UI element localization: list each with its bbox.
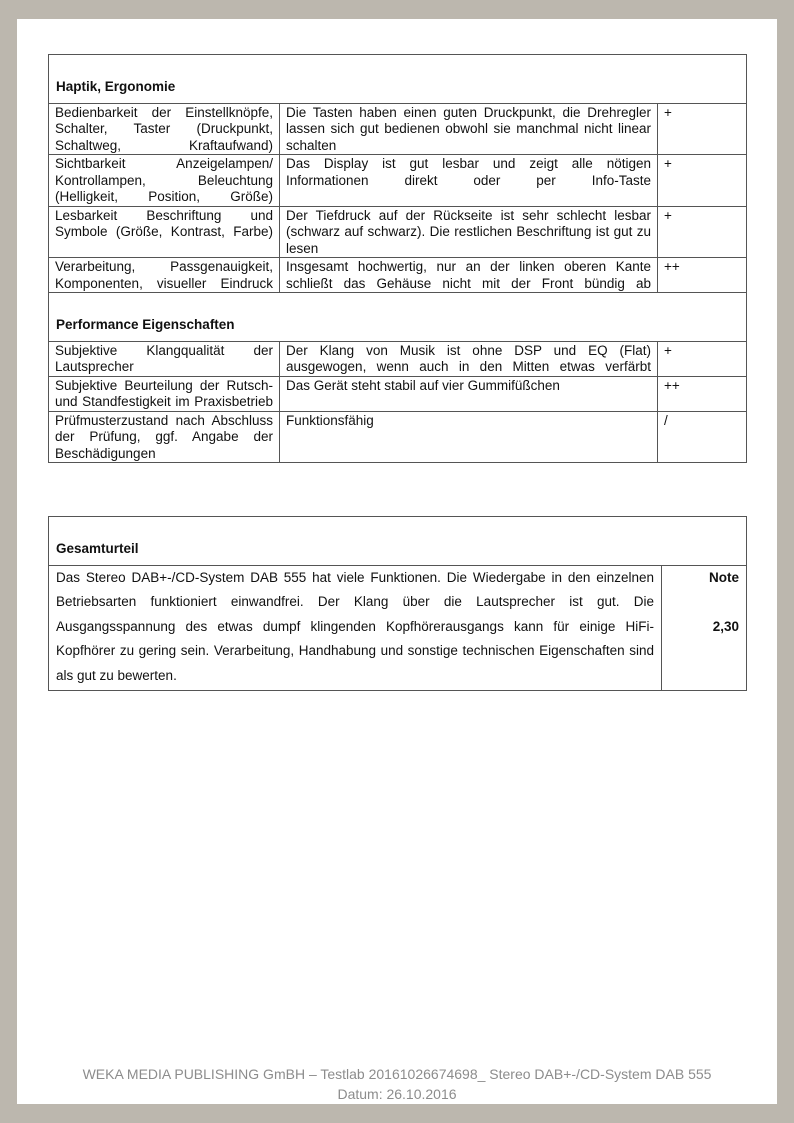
table-row	[49, 341, 747, 376]
criterion-cell: Sichtbarkeit Anzeigelampen/ Kontrollampen, Beleuchtung (Helligkeit, Position, Größe)	[49, 155, 280, 207]
section-heading-gesamturteil: Gesamturteil	[49, 517, 747, 566]
rating-cell: ++	[658, 376, 747, 411]
page-footer	[17, 1064, 777, 1104]
criterion-cell: Verarbeitung, Passgenauigkeit, Komponenten, visueller Eindruck	[49, 258, 280, 293]
criterion-cell: Subjektive Beurteilung der Rutsch- und Standfestigkeit im Praxisbetrieb	[49, 376, 280, 411]
verdict-row	[49, 565, 747, 691]
criterion-cell: Prüfmusterzustand nach Abschluss der Prüfung, ggf. Angabe der Beschädigungen	[49, 411, 280, 463]
table-row	[49, 411, 747, 463]
grade-label: Note	[709, 569, 739, 585]
comment-cell: Das Gerät steht stabil auf vier Gummifüßchen	[280, 376, 658, 411]
footer-company-line: WEKA MEDIA PUBLISHING GmBH – Testlab 20161026674698_ Stereo DAB+-/CD-System DAB 555	[82, 1066, 712, 1082]
comment-cell: Der Klang von Musik ist ohne DSP und EQ (Flat) ausgewogen, wenn auch in den Mitten etwas verfärbt	[280, 341, 658, 376]
comment-cell: Das Display ist gut lesbar und zeigt alle nötigen Informationen direkt oder per Info-Taste	[280, 155, 658, 207]
rating-cell: +	[658, 206, 747, 258]
section-header-row	[49, 55, 747, 104]
verdict-text: Das Stereo DAB+-/CD-System DAB 555 hat viele Funktionen. Die Wiedergabe in den einzelnen Betriebsarten funktioniert einwandfrei. Der Klang über die Lautsprecher ist gut. Die Ausgangsspannung des etwas dumpf klingenden Kopfhörerausgangs kann für einige HiFi-Kopfhörer zu gering sein. Verarbeitung, Handhabung und sonstige technischen Eigenschaften sind als gut zu bewerten.	[49, 565, 662, 691]
rating-cell: ++	[658, 258, 747, 293]
criterion-cell: Bedienbarkeit der Einstellknöpfe, Schalter, Taster (Druckpunkt, Schaltweg, Kraftaufwand)	[49, 103, 280, 155]
table-row	[49, 155, 747, 207]
table-row	[49, 206, 747, 258]
grade-spacer	[669, 590, 739, 615]
footer-date-line: Datum: 26.10.2016	[337, 1086, 457, 1102]
evaluation-table	[48, 54, 747, 463]
table-row	[49, 376, 747, 411]
section-header-row	[49, 517, 747, 566]
rating-cell: /	[658, 411, 747, 463]
section-heading-performance: Performance Eigenschaften	[49, 293, 747, 342]
criterion-cell: Lesbarkeit Beschriftung und Symbole (Größe, Kontrast, Farbe)	[49, 206, 280, 258]
comment-cell: Der Tiefdruck auf der Rückseite ist sehr schlecht lesbar (schwarz auf schwarz). Die restlichen Beschriftung ist gut zu lesen	[280, 206, 658, 258]
rating-cell: +	[658, 341, 747, 376]
grade-value: 2,30	[712, 618, 739, 634]
comment-cell: Die Tasten haben einen guten Druckpunkt, die Drehregler lassen sich gut bedienen obwohl sie manchmal nicht linear schalten	[280, 103, 658, 155]
rating-cell: +	[658, 155, 747, 207]
comment-cell: Funktionsfähig	[280, 411, 658, 463]
document-page	[17, 19, 777, 1104]
table-row	[49, 258, 747, 293]
overall-verdict-table	[48, 516, 747, 691]
section-heading-haptik: Haptik, Ergonomie	[49, 55, 747, 104]
table-row	[49, 103, 747, 155]
grade-cell	[662, 565, 747, 691]
rating-cell: +	[658, 103, 747, 155]
comment-cell: Insgesamt hochwertig, nur an der linken oberen Kante schließt das Gehäuse nicht mit der Front bündig ab	[280, 258, 658, 293]
criterion-cell: Subjektive Klangqualität der Lautsprecher	[49, 341, 280, 376]
section-header-row	[49, 293, 747, 342]
